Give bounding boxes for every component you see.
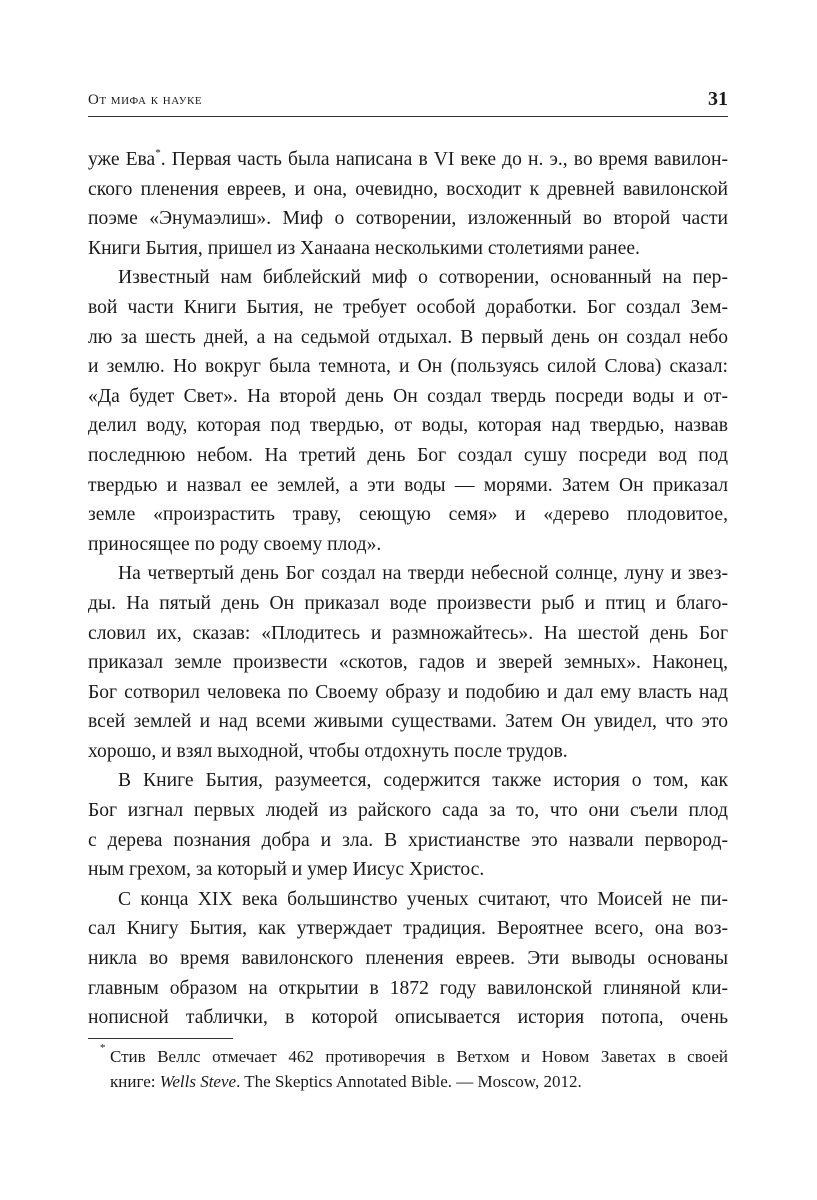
footnote-text: книге: <box>110 1072 160 1091</box>
text-line <box>88 323 728 353</box>
text-line <box>88 885 728 915</box>
text-line <box>88 352 728 382</box>
text-line <box>88 145 728 175</box>
text-line <box>88 1003 728 1033</box>
line-text: В Книге Бытия, разумеется, содержится также история о том, как <box>118 770 728 792</box>
text-line <box>88 559 728 589</box>
text-line <box>88 263 728 293</box>
line-text: лю за шесть дней, а на седьмой отдыхал. В первый день он создал небо <box>88 326 728 348</box>
text-line <box>88 974 728 1004</box>
footnote-author: Wells Steve <box>159 1072 237 1091</box>
page-header <box>88 88 728 117</box>
line-text: Книги Бытия, пришел из Ханаана несколькими столетиями ранее. <box>88 237 640 259</box>
text-line <box>88 204 728 234</box>
line-text: уже Ева <box>88 149 156 170</box>
line-text: Бог изгнал первых людей из райского сада за то, что они съели плод <box>88 800 728 822</box>
text-line <box>88 826 728 856</box>
text-line <box>88 293 728 323</box>
line-text: На четвертый день Бог создал на тверди небесной солнце, луну и звез- <box>118 563 728 585</box>
line-text: твердью и назвал ее землей, а эти воды — морями. Затем Он приказал <box>88 474 728 496</box>
line-text: главным образом на открытии в 1872 году вавилонской глиняной кли- <box>88 977 728 999</box>
text-line <box>88 855 728 885</box>
body-text <box>88 145 728 1033</box>
line-text: ского пленения евреев, и она, очевидно, восходит к древней вавилонской <box>88 178 728 200</box>
text-line <box>88 500 728 530</box>
text-line <box>88 796 728 826</box>
text-line <box>88 648 728 678</box>
text-line <box>88 175 728 205</box>
footnote-text: Стив Веллс отмечает 462 противоречия в Ветхом и Новом Заветах в своей <box>110 1047 728 1066</box>
line-text: нописной таблички, в которой описывается история потопа, очень <box>88 1007 728 1029</box>
text-line <box>88 737 728 767</box>
text-line <box>88 619 728 649</box>
line-text: приносящее по роду своему плод». <box>88 533 382 555</box>
line-text: ным грехом, за который и умер Иисус Христос. <box>88 859 485 881</box>
text-line <box>88 411 728 441</box>
footnote-line <box>88 1069 728 1094</box>
line-text: вой части Книги Бытия, не требует особой доработки. Бог создал Зем- <box>88 296 728 318</box>
line-text: последнюю небом. На третий день Бог создал сушу посреди вод под <box>88 444 728 466</box>
footnote-line <box>88 1044 728 1069</box>
text-line <box>88 707 728 737</box>
line-text: «Да будет Свет». На второй день Он создал твердь посреди воды и от- <box>88 385 728 407</box>
line-text: приказал земле произвести «скотов, гадов и зверей земных». Наконец, <box>88 652 728 674</box>
footnote <box>88 1044 728 1094</box>
text-line <box>88 471 728 501</box>
footnote-reference[interactable]: * <box>155 147 161 159</box>
line-text: ды. На пятый день Он приказал воде произвести рыб и птиц и благо- <box>88 592 728 614</box>
running-title: От мифа к науке <box>88 92 203 108</box>
text-line <box>88 441 728 471</box>
text-line <box>88 234 728 264</box>
line-text: С конца XIX века большинство ученых считают, что Моисей не пи- <box>118 888 728 910</box>
line-text: никла во время вавилонского пленения евреев. Эти выводы основаны <box>88 948 728 970</box>
line-text: Бог сотворил человека по Своему образу и подобию и дал ему власть над <box>88 681 728 703</box>
line-text: делил воду, которая под твердью, от воды, которая над твердью, назвав <box>88 415 728 437</box>
text-line <box>88 766 728 796</box>
line-text: Известный нам библейский миф о сотворении, основанный на пер- <box>118 267 728 289</box>
text-line <box>88 589 728 619</box>
line-text: и землю. Но вокруг была темнота, и Он (пользуясь силой Слова) сказал: <box>88 356 728 378</box>
line-text: всей землей и над всеми живыми существами. Затем Он увидел, что это <box>88 711 728 733</box>
footnote-text: . The Skeptics Annotated Bible. — Moscow, 2012. <box>236 1072 582 1091</box>
line-text: сал Книгу Бытия, как утверждает традиция. Вероятнее всего, она воз- <box>88 918 728 940</box>
footnote-mark: * <box>100 1042 106 1054</box>
text-line <box>88 914 728 944</box>
text-line <box>88 944 728 974</box>
line-text: поэме «Энумаэлиш». Миф о сотворении, изложенный во второй части <box>88 208 728 230</box>
line-text: земле «произрастить траву, сеющую семя» и «дерево плодовитое, <box>88 504 728 526</box>
line-text: хорошо, и взял выходной, чтобы отдохнуть после трудов. <box>88 740 568 762</box>
line-text: с дерева познания добра и зла. В христианстве это назвали первород- <box>88 829 728 851</box>
line-text: словил их, сказав: «Плодитесь и размножайтесь». На шестой день Бог <box>88 622 728 644</box>
footnote-rule <box>88 1038 233 1039</box>
text-line <box>88 382 728 412</box>
page-number: 31 <box>708 88 728 110</box>
line-text: . Первая часть была написана в VI веке до н. э., во время вавилон- <box>160 149 728 170</box>
text-line <box>88 678 728 708</box>
text-line <box>88 530 728 560</box>
